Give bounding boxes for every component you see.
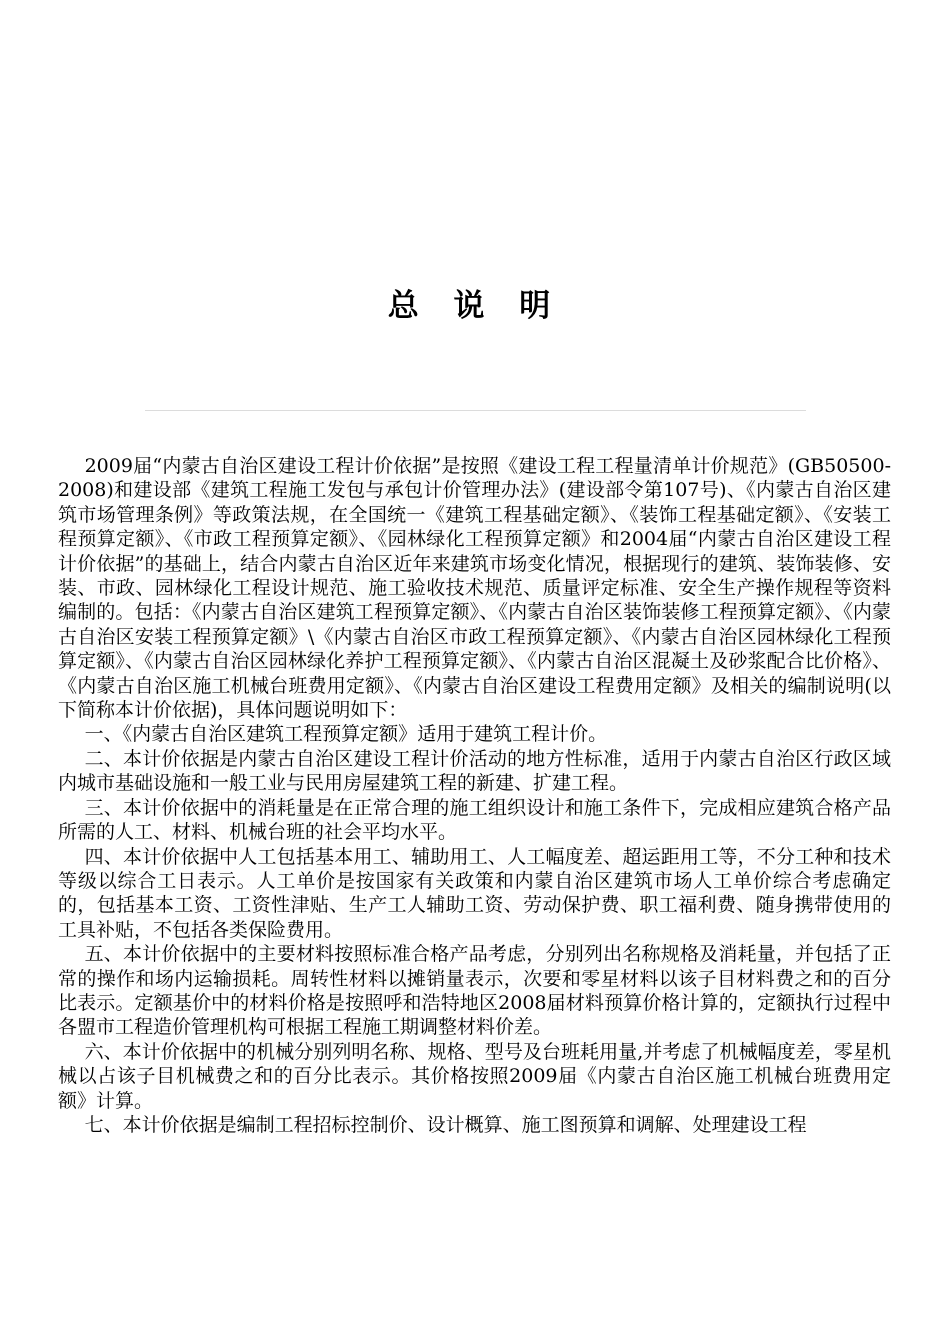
clause-7: 七、本计价依据是编制工程招标控制价、设计概算、施工图预算和调解、处理建设工程 — [84, 1113, 807, 1136]
clause-4: 四、本计价依据中人工包括基本用工、辅助用工、人工幅度差、超运距用工等，不分工种和技术等级以综合工日表示。人工单价是按国家有关政策和内蒙自治区建筑市场人工单价综合考虑确定的，包括基本工资、工资性津贴、生产工人辅助工资、劳动保护费、职工福利费、随身携带使用的工具补贴，不包括各类保险费用。 — [58, 845, 891, 941]
intro-paragraph: 2009届“内蒙古自治区建设工程计价依据”是按照《建设工程工程量清单计价规范》(GB50500-2008)和建设部《建筑工程施工发包与承包计价管理办法》(建设部令第107号)、《内蒙古自治区建筑市场管理条例》等政策法规，在全国统一《建筑工程基础定额》、《装饰工程基础定额》、《安装工程预算定额》、《市政工程预算定额》、《园林绿化工程预算定额》和2004届“内蒙古自治区建设工程计价依据”的基础上，结合内蒙古自治区近年来建筑市场变化情况，根据现行的建筑、装饰装修、安装、市政、园林绿化工程设计规范、施工验收技术规范、质量评定标准、安全生产操作规程等资料编制的。包括：《内蒙古自治区建筑工程预算定额》、《内蒙古自治区装饰装修工程预算定额》、《内蒙古自治区安装工程预算定额》\《内蒙古自治区市政工程预算定额》、《内蒙古自治区园林绿化工程预算定额》、《内蒙古自治区园林绿化养护工程预算定额》、《内蒙古自治区混凝土及砂浆配合比价格》、《内蒙古自治区施工机械台班费用定额》、《内蒙古自治区建设工程费用定额》及相关的编制说明(以下简称本计价依据)，具体问题说明如下： — [58, 455, 891, 722]
clause-6: 六、本计价依据中的机械分别列明名称、规格、型号及台班耗用量,并考虑了机械幅度差，零星机械以占该子目机械费之和的百分比表示。其价格按照2009届《内蒙古自治区施工机械台班费用定额》计算。 — [58, 1040, 891, 1112]
clause-5: 五、本计价依据中的主要材料按照标准合格产品考虑，分别列出名称规格及消耗量，并包括了正常的操作和场内运输损耗。周转性材料以摊销量表示，次要和零星材料以该子目材料费之和的百分比表示。定额基价中的材料价格是按照呼和浩特地区2008届材料预算价格计算的，定额执行过程中各盟市工程造价管理机构可根据工程施工期调整材料价差。 — [58, 943, 891, 1039]
title-divider — [145, 410, 806, 411]
clause-2: 二、本计价依据是内蒙古自治区建设工程计价活动的地方性标准，适用于内蒙古自治区行政区域内城市基础设施和一般工业与民用房屋建筑工程的新建、扩建工程。 — [58, 747, 891, 795]
page-title: 总 说 明 — [387, 288, 563, 324]
clause-1: 一、《内蒙古自治区建筑工程预算定额》适用于建筑工程计价。 — [84, 723, 608, 746]
clause-3: 三、本计价依据中的消耗量是在正常合理的施工组织设计和施工条件下，完成相应建筑合格产品所需的人工、材料、机械台班的社会平均水平。 — [58, 796, 891, 844]
document-body — [58, 454, 891, 1137]
